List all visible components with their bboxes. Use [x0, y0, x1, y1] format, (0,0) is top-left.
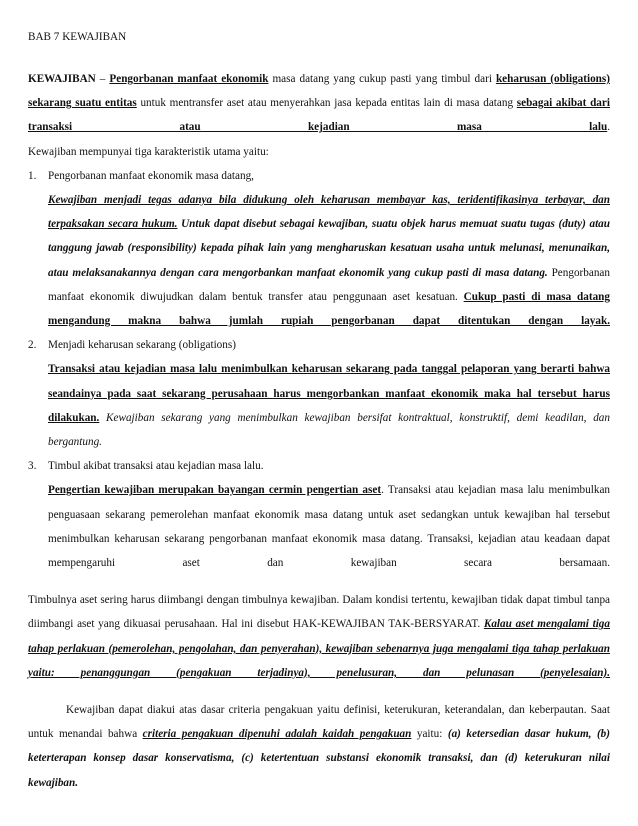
text-run: . Transaksi atau kejadian masa lalu menimbulkan penguasaan sekarang pemerolehan manfaat ekonomik masa datang untuk aset sedangkan untuk kewajiban hal tersebut menimbulkan keharusan sekarang pengorbanan manfaat ekonomik masa datang. Transaksi, kejadian atau keadaan dapat mempengaruhi aset dan kewajiban secara bersamaan. [48, 484, 610, 570]
item-body [48, 478, 610, 575]
item-number: 3. [28, 460, 37, 473]
text-run: Timbulnya aset sering harus diimbangi dengan timbulnya kewajiban. Dalam kondisi tertentu, kewajiban tidak dapat timbul tanpa diimbangi aset yang dikuasai perusahaan. Hal ini disebut HAK-KEWAJIBAN TAK-BERSYARAT. [28, 594, 610, 631]
recognition-paragraph [28, 698, 610, 795]
text-run: masa datang yang cukup pasti yang timbul dari [268, 73, 496, 85]
item-number: 1. [28, 169, 37, 182]
item-body [48, 357, 610, 454]
text-run: untuk mentransfer aset atau menyerahkan jasa kepada entitas lain di masa datang [136, 97, 517, 110]
text-run: Transaksi atau kejadian masa lalu menimbulkan keharusan sekarang pada tanggal pelaporan yang berarti bahwa seandainya pada saat sekarang perusahaan harus mengorbankan manfaat ekonomik maka hal tersebut harus dilakukan. [48, 363, 610, 424]
text-run: Pengertian kewajiban merupakan bayangan cermin pengertian aset [48, 484, 382, 497]
text-run: KEWAJIBAN [28, 73, 96, 85]
text-run: Pengorbanan manfaat ekonomik [109, 73, 269, 85]
item-heading: Timbul akibat transaksi atau kejadian masa lalu. [48, 460, 264, 473]
text-run: sebagai akibat dari transaksi atau kejadian masa lalu [28, 97, 610, 134]
text-run: yaitu: [411, 728, 448, 741]
text-run: Kalau aset mengalami tiga tahap perlakuan (pemerolehan, pengolahan, dan penyerahan), kewajiban sebenarnya juga mengalami tiga tahap perlakuan yaitu: penanggungan (pengakuan terjadinya), penelusuran, dan pelunasan (penyelesaian). [28, 618, 610, 679]
definition-paragraph [28, 67, 610, 140]
text-run: keharusan (obligations) sekarang suatu entitas [28, 73, 610, 110]
list-item [28, 333, 610, 454]
list-item [28, 454, 610, 575]
item-number: 2. [28, 339, 37, 352]
text-run: Kewajiban sekarang yang menimbulkan kewajiban bersifat kontraktual, konstruktif, demi keadilan, dan bergantung. [48, 411, 610, 449]
list-item [28, 164, 610, 333]
text-run: Kewajiban dapat diakui atas dasar criteria pengakuan yaitu definisi, keterukuran, keterandalan, dan keberpautan. Saat untuk menandai bahwa [28, 704, 610, 741]
text-run: Untuk dapat disebut sebagai kewajiban, suatu objek harus memuat suatu tugas (duty) atau tanggung jawab (responsibility) kepada pihak lain yang mengharuskan kesatuan usaha untuk melunasi, menunaikan, atau melaksanakannya dengan cara mengorbankan manfaat ekonomik yang cukup pasti di masa datang. [48, 218, 610, 279]
item-body [48, 188, 610, 333]
text-run: Kewajiban menjadi tegas adanya bila didukung oleh keharusan membayar kas, teridentifikasinya terbayar, dan terpaksakan secara hukum. [48, 194, 610, 231]
characteristics-intro: Kewajiban mempunyai tiga karakteristik utama yaitu: [28, 145, 269, 158]
text-run: criteria pengakuan dipenuhi adalah kaidah pengakuan [142, 728, 412, 741]
item-heading: Pengorbanan manfaat ekonomik masa datang, [48, 169, 254, 182]
arise-paragraph [28, 588, 610, 685]
characteristics-list [28, 164, 610, 575]
text-run: Cukup pasti di masa datang mengandung makna bahwa jumlah rupiah pengorbanan dapat ditentukan dengan layak. [48, 290, 610, 328]
text-run: – [95, 73, 110, 85]
text-run: (a) ketersedian dasar hukum, (b) keterterapan konsep dasar konservatisma, (c) ketertentuan substansi ekonomik transaksi, dan (d) keterukuran nilai kewajiban. [28, 728, 610, 789]
text-run: . [607, 121, 610, 134]
text-run: Pengorbanan manfaat ekonomik diwujudkan dalam bentuk transfer atau penggunaan aset kesatuan. [48, 266, 610, 303]
item-heading: Menjadi keharusan sekarang (obligations) [48, 339, 236, 352]
chapter-title: BAB 7 KEWAJIBAN [28, 31, 127, 43]
